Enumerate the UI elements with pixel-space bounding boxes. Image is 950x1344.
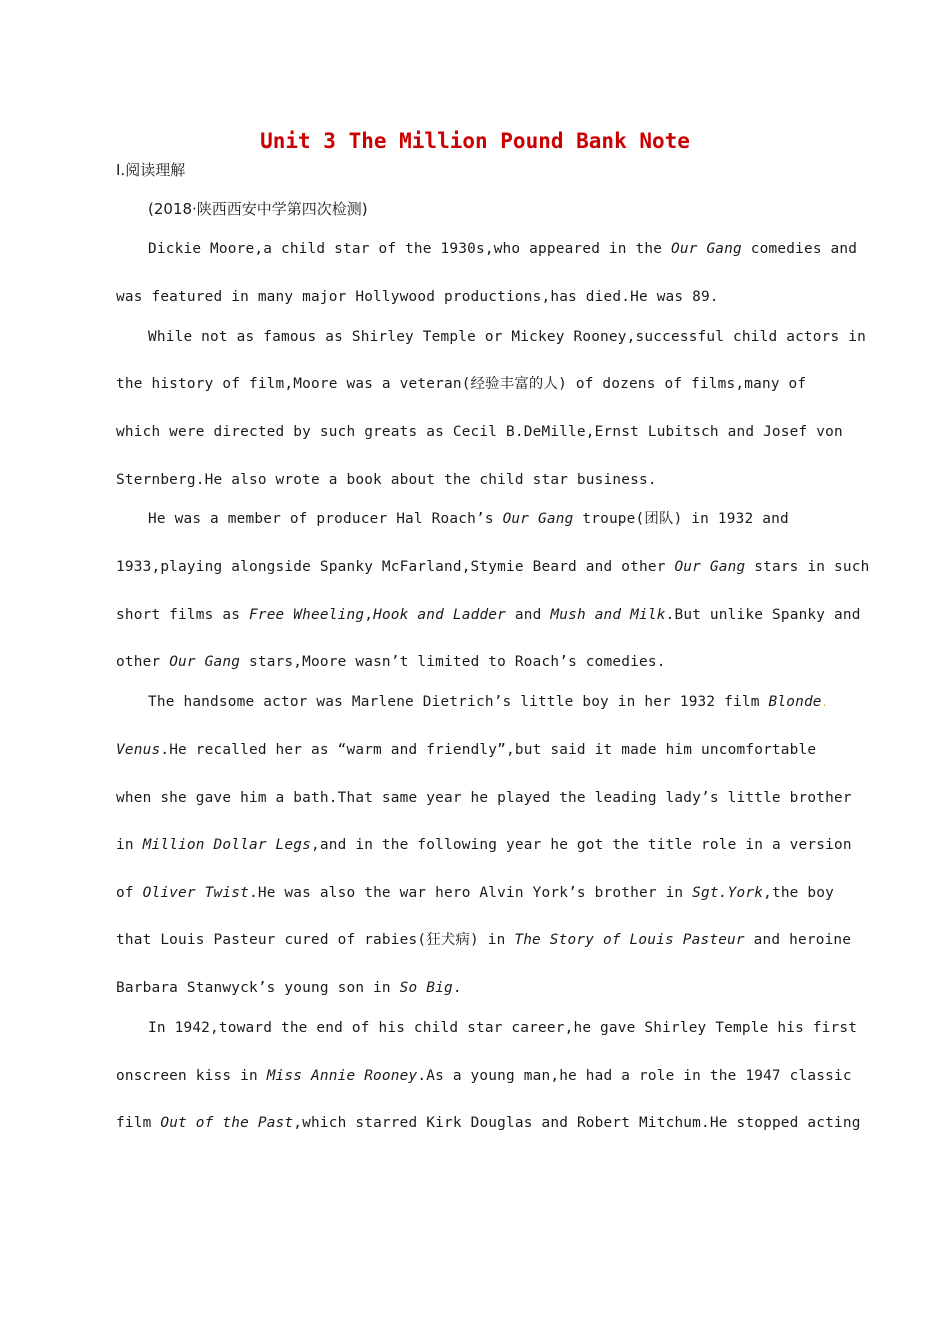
text-run: short films as bbox=[116, 607, 249, 623]
text-line bbox=[116, 285, 719, 309]
text-run: other bbox=[116, 654, 170, 670]
italic-title: Out of the Past bbox=[160, 1115, 294, 1131]
text-line bbox=[116, 372, 806, 396]
italic-title: Our Gang bbox=[670, 241, 742, 257]
text-run: .He was also the war hero Alvin York’s brother in bbox=[248, 885, 693, 901]
text-run: Dickie Moore,a child star of the 1930s,who appeared in the bbox=[148, 241, 671, 257]
italic-title: So Big bbox=[399, 980, 453, 996]
text-run: .But unlike Spanky and bbox=[665, 607, 861, 623]
text-line bbox=[148, 690, 828, 716]
text-line bbox=[116, 786, 852, 810]
text-line bbox=[116, 603, 861, 627]
source-note: (2018·陕西西安中学第四次检测) bbox=[148, 200, 368, 218]
text-run: Sternberg.He also wrote a book about the child star business. bbox=[116, 472, 657, 488]
text-run: in bbox=[116, 837, 143, 853]
text-run: which were directed by such greats as Cecil B.DeMille,Ernst Lubitsch and Josef von bbox=[116, 424, 843, 440]
text-line bbox=[116, 881, 834, 905]
italic-title: Blonde bbox=[768, 694, 822, 710]
text-line bbox=[116, 928, 851, 952]
page-title: Unit 3 The Million Pound Bank Note bbox=[260, 129, 690, 153]
text-line bbox=[148, 507, 789, 531]
text-line bbox=[116, 976, 462, 1000]
text-run: 1933,playing alongside Spanky McFarland,Stymie Beard and other bbox=[116, 559, 675, 575]
text-run: .He recalled her as “warm and friendly”,but said it made him uncomfortable bbox=[160, 742, 817, 758]
italic-title: Mush and Milk bbox=[550, 607, 666, 623]
text-run: The handsome actor was Marlene Dietrich’s little boy in her 1932 film bbox=[148, 694, 769, 710]
text-run: stars in such bbox=[745, 559, 870, 575]
text-line bbox=[116, 555, 869, 579]
text-run: He was a member of producer Hal Roach’s bbox=[148, 511, 503, 527]
text-run: troupe(团队) in 1932 and bbox=[573, 511, 789, 527]
italic-title: Our Gang bbox=[169, 654, 241, 670]
text-run: In 1942,toward the end of his child star career,he gave Shirley Temple his first bbox=[148, 1020, 858, 1036]
section-heading: Ⅰ.阅读理解 bbox=[116, 161, 186, 179]
text-run: when she gave him a bath.That same year he played the leading lady’s little brother bbox=[116, 790, 852, 806]
text-run: .As a young man,he had a role in the 1947 classic bbox=[417, 1068, 852, 1084]
italic-title: Free Wheeling bbox=[248, 607, 365, 623]
text-run: While not as famous as Shirley Temple or Mickey Rooney,successful child actors in bbox=[148, 329, 866, 345]
italic-title: Our Gang bbox=[502, 511, 574, 527]
text-run: , bbox=[364, 607, 374, 623]
text-run: ,and in the following year he got the title role in a version bbox=[311, 837, 852, 853]
italic-title: Venus bbox=[116, 742, 161, 758]
italic-title: Oliver Twist bbox=[142, 885, 249, 901]
text-line bbox=[148, 1016, 857, 1040]
italic-title: Our Gang bbox=[674, 559, 746, 575]
text-line bbox=[116, 1111, 861, 1135]
italic-title: Million Dollar Legs bbox=[142, 837, 312, 853]
text-run: and bbox=[506, 607, 551, 623]
text-run: film bbox=[116, 1115, 161, 1131]
text-line bbox=[148, 325, 866, 349]
text-run: of bbox=[116, 885, 143, 901]
text-line bbox=[116, 1064, 852, 1088]
text-run: ,which starred Kirk Douglas and Robert Mitchum.He stopped acting bbox=[293, 1115, 861, 1131]
text-run: ,the boy bbox=[763, 885, 835, 901]
text-line bbox=[116, 468, 657, 492]
text-line bbox=[116, 833, 852, 857]
italic-title: Hook and Ladder bbox=[373, 607, 507, 623]
text-run: the history of film,Moore was a veteran(经验丰富的人) of dozens of films,many of bbox=[116, 376, 807, 392]
italic-title: The Story of Louis Pasteur bbox=[514, 932, 745, 948]
text-line bbox=[116, 738, 816, 762]
text-run: that Louis Pasteur cured of rabies(狂犬病) in bbox=[116, 932, 515, 948]
italic-title: Miss Annie Rooney bbox=[266, 1068, 418, 1084]
italic-title: Sgt.York bbox=[692, 885, 764, 901]
text-run: onscreen kiss in bbox=[116, 1068, 267, 1084]
text-line bbox=[148, 237, 857, 261]
text-run: Barbara Stanwyck’s young son in bbox=[116, 980, 400, 996]
text-run: and heroine bbox=[744, 932, 852, 948]
text-line bbox=[116, 650, 666, 674]
text-run: comedies and bbox=[741, 241, 858, 257]
text-line bbox=[116, 420, 843, 444]
text-run: stars,Moore wasn’t limited to Roach’s comedies. bbox=[240, 654, 666, 670]
edit-mark-icon: . bbox=[821, 698, 828, 709]
text-run: was featured in many major Hollywood productions,has died.He was 89. bbox=[116, 289, 719, 305]
text-run: . bbox=[452, 980, 462, 996]
